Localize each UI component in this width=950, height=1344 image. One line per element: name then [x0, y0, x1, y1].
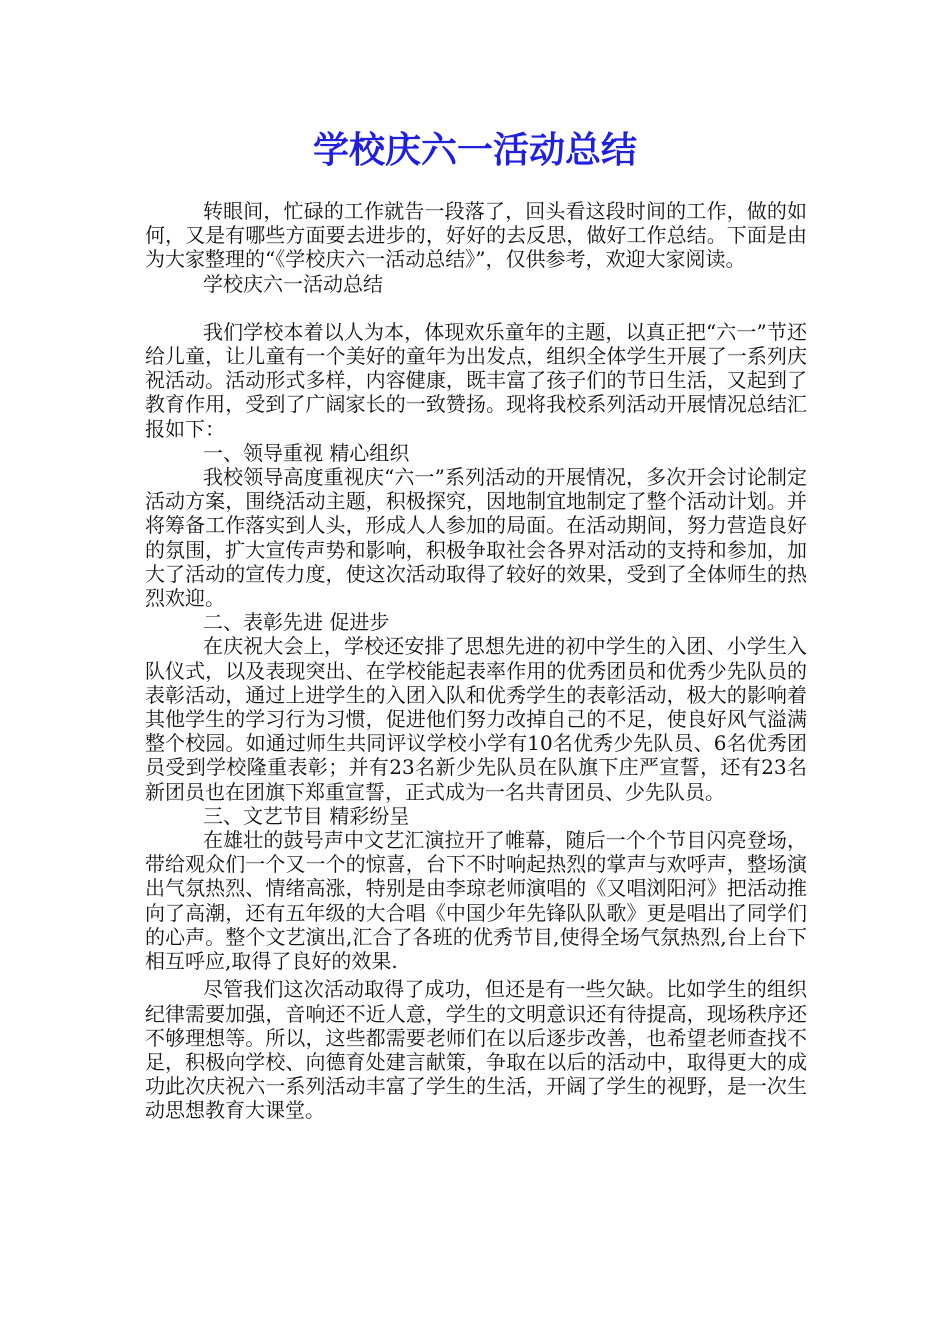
blank-line [145, 296, 807, 320]
section-heading-1: 一、领导重视 精心组织 [203, 440, 410, 465]
section-paragraph-1: 我校领导高度重视庆“六一”系列活动的开展情况，多次开会讨论制定活动方案，围绕活动主题，积极探究，因地制宜地制定了整个活动计划。并将筹备工作落实到人头，形成人人参加的局面。在活动期间，努力营造良好的氛围，扩大宣传声势和影响，积极争取社会各界对活动的支持和参加，加大了活动的宣传力度，使这次活动取得了较好的效果，受到了全体师生的热烈欢迎。 [145, 465, 807, 611]
closing-paragraph: 尽管我们这次活动取得了成功，但还是有一些欠缺。比如学生的组织纪律需要加强，音响还不近人意，学生的文明意识还有待提高，现场秩序还不够理想等。所以，这些都需要老师们在以后逐步改善，也希望老师查找不足，积极向学校、向德育处建言献策，争取在以后的活动中，取得更大的成功此次庆祝六一系列活动丰富了学生的生活，开阔了学生的视野，是一次生动思想教育大课堂。 [145, 977, 807, 1123]
section-paragraph-2: 在庆祝大会上，学校还安排了思想先进的初中学生的入团、小学生入队仪式，以及表现突出、在学校能起表率作用的优秀团员和优秀少先队员的表彰活动，通过上进学生的入团入队和优秀学生的表彰活动，极大的影响着其他学生的学习行为习惯，促进他们努力改掉自己的不足，使良好风气溢满整个校园。如通过师生共同评议学校小学有10名优秀少先队员、6名优秀团员受到学校隆重表彰；并有23名新少先队员在队旗下庄严宣誓，还有23名新团员也在团旗下郑重宣誓，正式成为一名共青团员、少先队员。 [145, 634, 807, 804]
section-paragraph-3: 在雄壮的鼓号声中文艺汇演拉开了帷幕，随后一个个节目闪亮登场，带给观众们一个又一个的惊喜，台下不时响起热烈的掌声与欢呼声，整场演出气氛热烈、情绪高涨，特别是由李琼老师演唱的《又唱浏阳河》把活动推向了高潮，还有五年级的大合唱《中国少年先锋队队歌》更是唱出了同学们的心声。整个文艺演出,汇合了各班的优秀节目,使得全场气氛热烈,台上台下相互呼应,取得了良好的效果. [145, 828, 807, 974]
overview-paragraph: 我们学校本着以人为本，体现欢乐童年的主题，以真正把“六一”节还给儿童，让儿童有一个美好的童年为出发点，组织全体学生开展了一系列庆祝活动。活动形式多样，内容健康，既丰富了孩子们的节日生活，又起到了教育作用，受到了广阔家长的一致赞扬。现将我校系列活动开展情况总结汇报如下： [145, 319, 807, 441]
section-heading-3: 三、文艺节目 精彩纷呈 [203, 803, 410, 828]
document-body [145, 199, 807, 1123]
section-heading-2: 二、表彰先进 促进步 [203, 610, 390, 635]
document-title: 学校庆六一活动总结 [312, 129, 637, 171]
intro-paragraph: 转眼间，忙碌的工作就告一段落了，回头看这段时间的工作，做的如何，又是有哪些方面要去进步的，好好的去反思，做好工作总结。下面是由为大家整理的“《学校庆六一活动总结》”，仅供参考，欢迎大家阅读。 [145, 199, 807, 272]
subtitle-line: 学校庆六一活动总结 [203, 271, 383, 296]
